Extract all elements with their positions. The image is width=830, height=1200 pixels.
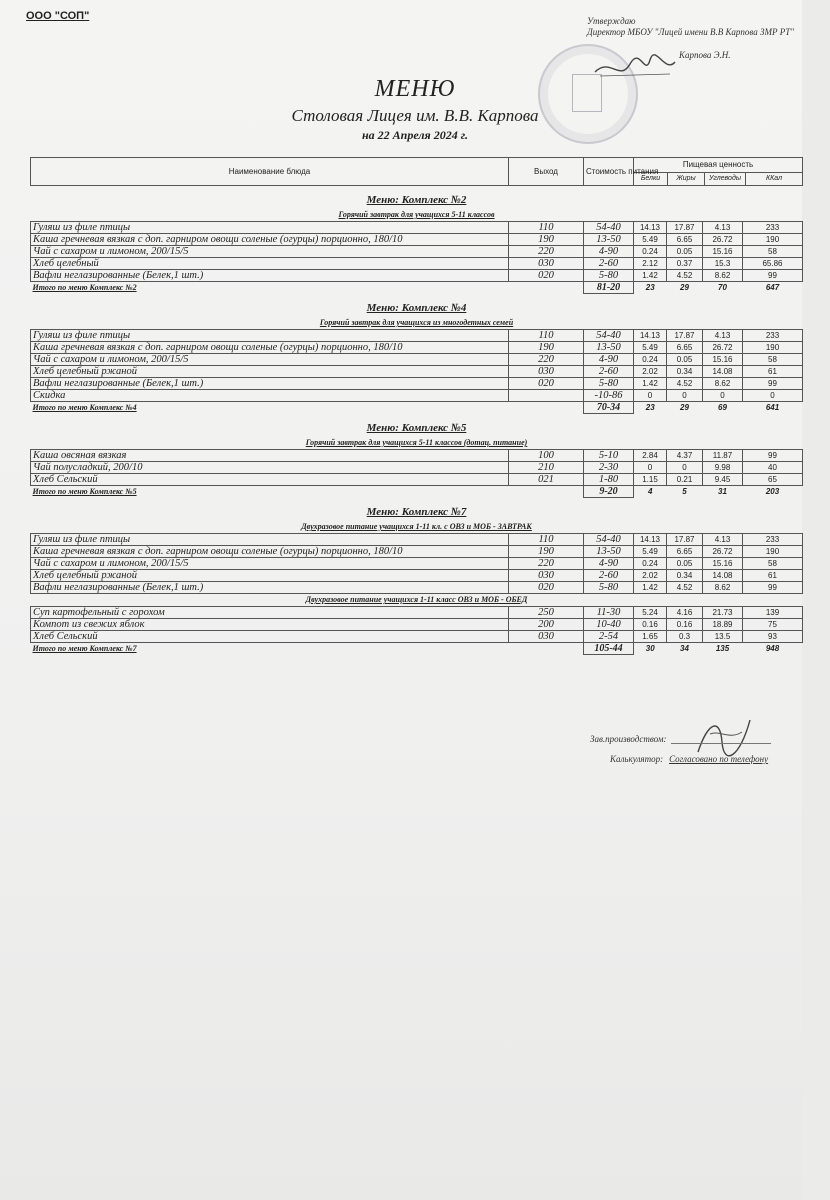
- dish-proteins: 5.24: [634, 607, 667, 619]
- dish-fats: 0.05: [667, 246, 703, 258]
- dish-proteins: 1.15: [634, 474, 667, 486]
- dish-carbs: 13.5: [703, 631, 743, 643]
- dish-fats: 0.16: [667, 619, 703, 631]
- dish-fats: 0.37: [667, 258, 703, 270]
- section-title-row: [31, 209, 803, 222]
- total-fats: 34: [680, 644, 689, 654]
- dish-output: 220: [509, 354, 584, 366]
- dish-proteins: 2.12: [634, 258, 667, 270]
- dish-fats: 6.65: [667, 546, 703, 558]
- dish-proteins: 14.13: [634, 330, 667, 342]
- table-row: [31, 546, 803, 558]
- dish-fats: 17.87: [667, 534, 703, 546]
- page-title: МЕНЮ: [374, 76, 456, 102]
- dish-name: Вафли неглазированные (Белек,1 шт.): [31, 270, 509, 282]
- dish-output: 190: [509, 234, 584, 246]
- production-label: Зав.производством:: [590, 734, 667, 744]
- section-title: Горячий завтрак для учащихся 5-11 классов: [31, 209, 803, 222]
- dish-price: 5-10: [584, 450, 634, 462]
- dish-proteins: 0: [634, 462, 667, 474]
- calculator-line: [610, 754, 768, 764]
- dish-kcal: 190: [743, 546, 803, 558]
- dish-name: Каша овсяная вязкая: [31, 450, 509, 462]
- dish-kcal: 40: [743, 462, 803, 474]
- dish-price: 5-80: [584, 378, 634, 390]
- dish-output: 020: [509, 270, 584, 282]
- dish-kcal: 233: [743, 534, 803, 546]
- dish-price: 2-60: [584, 366, 634, 378]
- section-title-row: [31, 594, 803, 607]
- total-label: Итого по меню Комплекс №4: [32, 403, 137, 413]
- complex-title-row: [31, 414, 803, 438]
- table-row: [31, 450, 803, 462]
- dish-kcal: 75: [743, 619, 803, 631]
- dish-output: 030: [509, 258, 584, 270]
- total-proteins: 30: [645, 644, 655, 654]
- dish-price: 2-30: [584, 462, 634, 474]
- dish-name: Чай полусладкий, 200/10: [31, 462, 509, 474]
- complex-title: Меню: Комплекс №7: [366, 506, 467, 518]
- complex-title-row: [31, 186, 803, 210]
- dish-proteins: 2.84: [634, 450, 667, 462]
- dish-output: 110: [509, 534, 584, 546]
- section-title: Двухразовое питание учащихся 1-11 кл. с ОВЗ и МОБ - ЗАВТРАК: [31, 521, 803, 534]
- dish-carbs: 15.16: [703, 246, 743, 258]
- page-subtitle: Столовая Лицея им. В.В. Карпова: [291, 106, 539, 125]
- dish-kcal: 58: [743, 558, 803, 570]
- dish-kcal: 65.86: [743, 258, 803, 270]
- total-kcal: 203: [765, 487, 780, 497]
- section-title: Горячий завтрак для учащихся 5-11 классов (дотац. питание): [31, 437, 803, 450]
- dish-output: 030: [509, 366, 584, 378]
- dish-fats: 17.87: [667, 330, 703, 342]
- dish-kcal: 233: [743, 222, 803, 234]
- dish-carbs: 11.87: [703, 450, 743, 462]
- table-row: [31, 607, 803, 619]
- table-row: [31, 534, 803, 546]
- dish-kcal: 99: [743, 378, 803, 390]
- header-cost: Стоимость питания: [584, 158, 634, 186]
- dish-carbs: 4.13: [703, 534, 743, 546]
- dish-proteins: 14.13: [634, 534, 667, 546]
- dish-carbs: 15.3: [703, 258, 743, 270]
- dish-output: 210: [509, 462, 584, 474]
- header-output: Выход: [509, 158, 584, 186]
- dish-output: 220: [509, 558, 584, 570]
- total-kcal: 641: [765, 403, 780, 413]
- header-nutrition: [634, 158, 803, 186]
- dish-proteins: 5.49: [634, 546, 667, 558]
- dish-fats: 0.05: [667, 354, 703, 366]
- dish-name: Компот из свежих яблок: [31, 619, 509, 631]
- table-row: [31, 246, 803, 258]
- dish-price: 11-30: [584, 607, 634, 619]
- dish-name: Гуляш из филе птицы: [31, 222, 509, 234]
- complex-title-row: [31, 294, 803, 318]
- production-signature-line: [671, 743, 771, 744]
- approval-signer-name: Карпова Э.Н.: [679, 50, 731, 60]
- dish-kcal: 93: [743, 631, 803, 643]
- table-row: [31, 222, 803, 234]
- dish-output: [509, 390, 584, 402]
- table-row: [31, 558, 803, 570]
- approval-position: Директор МБОУ "Лицей имени В.В Карпова ЗМР РТ": [587, 27, 794, 37]
- dish-fats: 0.3: [667, 631, 703, 643]
- dish-output: 110: [509, 222, 584, 234]
- total-carbs: 31: [718, 487, 727, 497]
- dish-kcal: 99: [743, 450, 803, 462]
- dish-output: 250: [509, 607, 584, 619]
- table-row: [31, 354, 803, 366]
- dish-proteins: 1.65: [634, 631, 667, 643]
- total-price: 9-20: [584, 486, 634, 498]
- dish-carbs: 8.62: [703, 270, 743, 282]
- dish-name: Суп картофельный с горохом: [31, 607, 509, 619]
- table-row: [31, 462, 803, 474]
- table-row: [31, 234, 803, 246]
- dish-proteins: 0.24: [634, 558, 667, 570]
- section-title-row: [31, 437, 803, 450]
- dish-carbs: 15.16: [703, 354, 743, 366]
- dish-kcal: 61: [743, 570, 803, 582]
- dish-output: 020: [509, 378, 584, 390]
- dish-carbs: 9.45: [703, 474, 743, 486]
- total-carbs: 135: [715, 644, 730, 654]
- dish-proteins: 2.02: [634, 570, 667, 582]
- dish-proteins: 2.02: [634, 366, 667, 378]
- total-proteins: 23: [645, 283, 655, 293]
- dish-kcal: 99: [743, 582, 803, 594]
- dish-name: Каша гречневая вязкая с доп. гарниром овощи соленые (огурцы) порционно, 180/10: [31, 342, 509, 354]
- total-kcal: 647: [765, 283, 780, 293]
- total-price: 105-44: [584, 643, 634, 655]
- dish-proteins: 0: [634, 390, 667, 402]
- dish-name: Хлеб целебный: [31, 258, 509, 270]
- section-title-row: [31, 317, 803, 330]
- complex-title-row: [31, 498, 803, 522]
- dish-fats: 4.37: [667, 450, 703, 462]
- total-proteins: 4: [648, 487, 653, 497]
- dish-proteins: 1.42: [634, 270, 667, 282]
- dish-name: Каша гречневая вязкая с доп. гарниром овощи соленые (огурцы) порционно, 180/10: [31, 234, 509, 246]
- dish-carbs: 8.62: [703, 582, 743, 594]
- dish-fats: 4.52: [667, 582, 703, 594]
- dish-proteins: 0.16: [634, 619, 667, 631]
- dish-proteins: 5.49: [634, 234, 667, 246]
- header-kcal: ККал: [766, 175, 783, 182]
- dish-carbs: 14.08: [703, 366, 743, 378]
- dish-fats: 0.34: [667, 366, 703, 378]
- dish-carbs: 21.73: [703, 607, 743, 619]
- dish-price: -10-86: [584, 390, 634, 402]
- dish-name: Чай с сахаром и лимоном, 200/15/5: [31, 558, 509, 570]
- total-carbs: 69: [718, 403, 727, 413]
- menu-table: [30, 157, 803, 655]
- dish-fats: 17.87: [667, 222, 703, 234]
- table-row: [31, 330, 803, 342]
- total-carbs: 70: [718, 283, 727, 293]
- table-row: [31, 474, 803, 486]
- dish-price: 54-40: [584, 534, 634, 546]
- section-title-row: [31, 521, 803, 534]
- table-row: [31, 619, 803, 631]
- dish-name: Хлеб Сельский: [31, 631, 509, 643]
- dish-carbs: 14.08: [703, 570, 743, 582]
- total-label: Итого по меню Комплекс №2: [32, 283, 137, 293]
- total-fats: 29: [680, 283, 689, 293]
- total-proteins: 23: [645, 403, 655, 413]
- header-nutrition-label: Пищевая ценность: [634, 158, 802, 173]
- dish-proteins: 0.24: [634, 246, 667, 258]
- table-row: [31, 582, 803, 594]
- total-kcal: 948: [765, 644, 780, 654]
- dish-proteins: 0.24: [634, 354, 667, 366]
- dish-name: Вафли неглазированные (Белек,1 шт.): [31, 582, 509, 594]
- dish-name: Гуляш из филе птицы: [31, 330, 509, 342]
- dish-fats: 0: [667, 462, 703, 474]
- dish-fats: 4.52: [667, 270, 703, 282]
- dish-price: 2-60: [584, 258, 634, 270]
- dish-fats: 6.65: [667, 342, 703, 354]
- dish-name: Каша гречневая вязкая с доп. гарниром овощи соленые (огурцы) порционно, 180/10: [31, 546, 509, 558]
- dish-carbs: 15.16: [703, 558, 743, 570]
- total-row: [31, 643, 803, 655]
- section-title: Двухразовое питание учащихся 1-11 класс ОВЗ и МОБ - ОБЕД: [31, 594, 803, 607]
- dish-name: Хлеб Сельский: [31, 474, 509, 486]
- table-row: [31, 366, 803, 378]
- dish-kcal: 58: [743, 246, 803, 258]
- dish-carbs: 26.72: [703, 342, 743, 354]
- dish-kcal: 0: [743, 390, 803, 402]
- total-price: 70-34: [584, 402, 634, 414]
- dish-price: 1-80: [584, 474, 634, 486]
- dish-proteins: 1.42: [634, 582, 667, 594]
- dish-price: 4-90: [584, 246, 634, 258]
- complex-title: Меню: Комплекс №2: [366, 194, 467, 206]
- dish-kcal: 190: [743, 342, 803, 354]
- header-carbs: Углеводы: [705, 173, 746, 185]
- total-fats: 5: [682, 487, 687, 497]
- section-title: Горячий завтрак для учащихся из многодетных семей: [31, 317, 803, 330]
- dish-output: 190: [509, 342, 584, 354]
- dish-price: 5-80: [584, 582, 634, 594]
- dish-price: 13-50: [584, 342, 634, 354]
- dish-carbs: 26.72: [703, 234, 743, 246]
- dish-fats: 4.52: [667, 378, 703, 390]
- dish-name: Чай с сахаром и лимоном, 200/15/5: [31, 354, 509, 366]
- calculator-label: Калькулятор:: [610, 754, 664, 764]
- dish-carbs: 18.89: [703, 619, 743, 631]
- complex-title: Меню: Комплекс №4: [366, 302, 467, 314]
- dish-fats: 0: [667, 390, 703, 402]
- table-row: [31, 378, 803, 390]
- dish-price: 2-60: [584, 570, 634, 582]
- total-row: [31, 282, 803, 294]
- calculator-value: Согласовано по телефону: [669, 754, 769, 764]
- dish-price: 10-40: [584, 619, 634, 631]
- dish-output: 030: [509, 570, 584, 582]
- complex-title: Меню: Комплекс №5: [366, 422, 467, 434]
- dish-price: 4-90: [584, 558, 634, 570]
- table-row: [31, 258, 803, 270]
- dish-proteins: 14.13: [634, 222, 667, 234]
- dish-name: Хлеб целебный ржаной: [31, 366, 509, 378]
- dish-kcal: 61: [743, 366, 803, 378]
- dish-name: Хлеб целебный ржаной: [31, 570, 509, 582]
- dish-name: Вафли неглазированные (Белек,1 шт.): [31, 378, 509, 390]
- total-row: [31, 402, 803, 414]
- dish-output: 020: [509, 582, 584, 594]
- header-dish: Наименование блюда: [31, 158, 509, 186]
- total-fats: 29: [680, 403, 689, 413]
- header-nutrition-sub: [634, 173, 802, 185]
- menu-date: на 22 Апреля 2024 г.: [362, 128, 468, 142]
- dish-proteins: 5.49: [634, 342, 667, 354]
- approval-title: Утверждаю: [587, 16, 636, 26]
- dish-price: 2-54: [584, 631, 634, 643]
- dish-name: Чай с сахаром и лимоном, 200/15/5: [31, 246, 509, 258]
- dish-carbs: 8.62: [703, 378, 743, 390]
- dish-kcal: 190: [743, 234, 803, 246]
- dish-kcal: 65: [743, 474, 803, 486]
- table-row: [31, 342, 803, 354]
- total-row: [31, 486, 803, 498]
- header-fats: Жиры: [668, 173, 705, 185]
- dish-output: 030: [509, 631, 584, 643]
- dish-carbs: 9.98: [703, 462, 743, 474]
- table-row: [31, 631, 803, 643]
- dish-price: 54-40: [584, 222, 634, 234]
- total-label: Итого по меню Комплекс №7: [32, 644, 137, 654]
- header-proteins: Белки: [634, 173, 668, 185]
- dish-price: 54-40: [584, 330, 634, 342]
- dish-output: 100: [509, 450, 584, 462]
- dish-fats: 4.16: [667, 607, 703, 619]
- dish-carbs: 0: [703, 390, 743, 402]
- dish-kcal: 99: [743, 270, 803, 282]
- dish-output: 110: [509, 330, 584, 342]
- dish-price: 13-50: [584, 234, 634, 246]
- dish-carbs: 4.13: [703, 222, 743, 234]
- table-row: [31, 570, 803, 582]
- table-row: [31, 390, 803, 402]
- table-header: [31, 158, 803, 186]
- dish-name: Скидка: [31, 390, 509, 402]
- dish-output: 220: [509, 246, 584, 258]
- dish-kcal: 233: [743, 330, 803, 342]
- dish-proteins: 1.42: [634, 378, 667, 390]
- dish-price: 5-80: [584, 270, 634, 282]
- dish-output: 200: [509, 619, 584, 631]
- dish-fats: 0.05: [667, 558, 703, 570]
- dish-price: 13-50: [584, 546, 634, 558]
- dish-carbs: 26.72: [703, 546, 743, 558]
- dish-fats: 6.65: [667, 234, 703, 246]
- dish-kcal: 139: [743, 607, 803, 619]
- organization-name: ООО "СОП": [26, 10, 90, 22]
- production-manager: [590, 734, 771, 744]
- dish-name: Гуляш из филе птицы: [31, 534, 509, 546]
- dish-fats: 0.34: [667, 570, 703, 582]
- dish-output: 190: [509, 546, 584, 558]
- total-label: Итого по меню Комплекс №5: [32, 487, 137, 497]
- dish-price: 4-90: [584, 354, 634, 366]
- dish-carbs: 4.13: [703, 330, 743, 342]
- table-row: [31, 270, 803, 282]
- dish-output: 021: [509, 474, 584, 486]
- dish-kcal: 58: [743, 354, 803, 366]
- dish-fats: 0.21: [667, 474, 703, 486]
- total-price: 81-20: [584, 282, 634, 294]
